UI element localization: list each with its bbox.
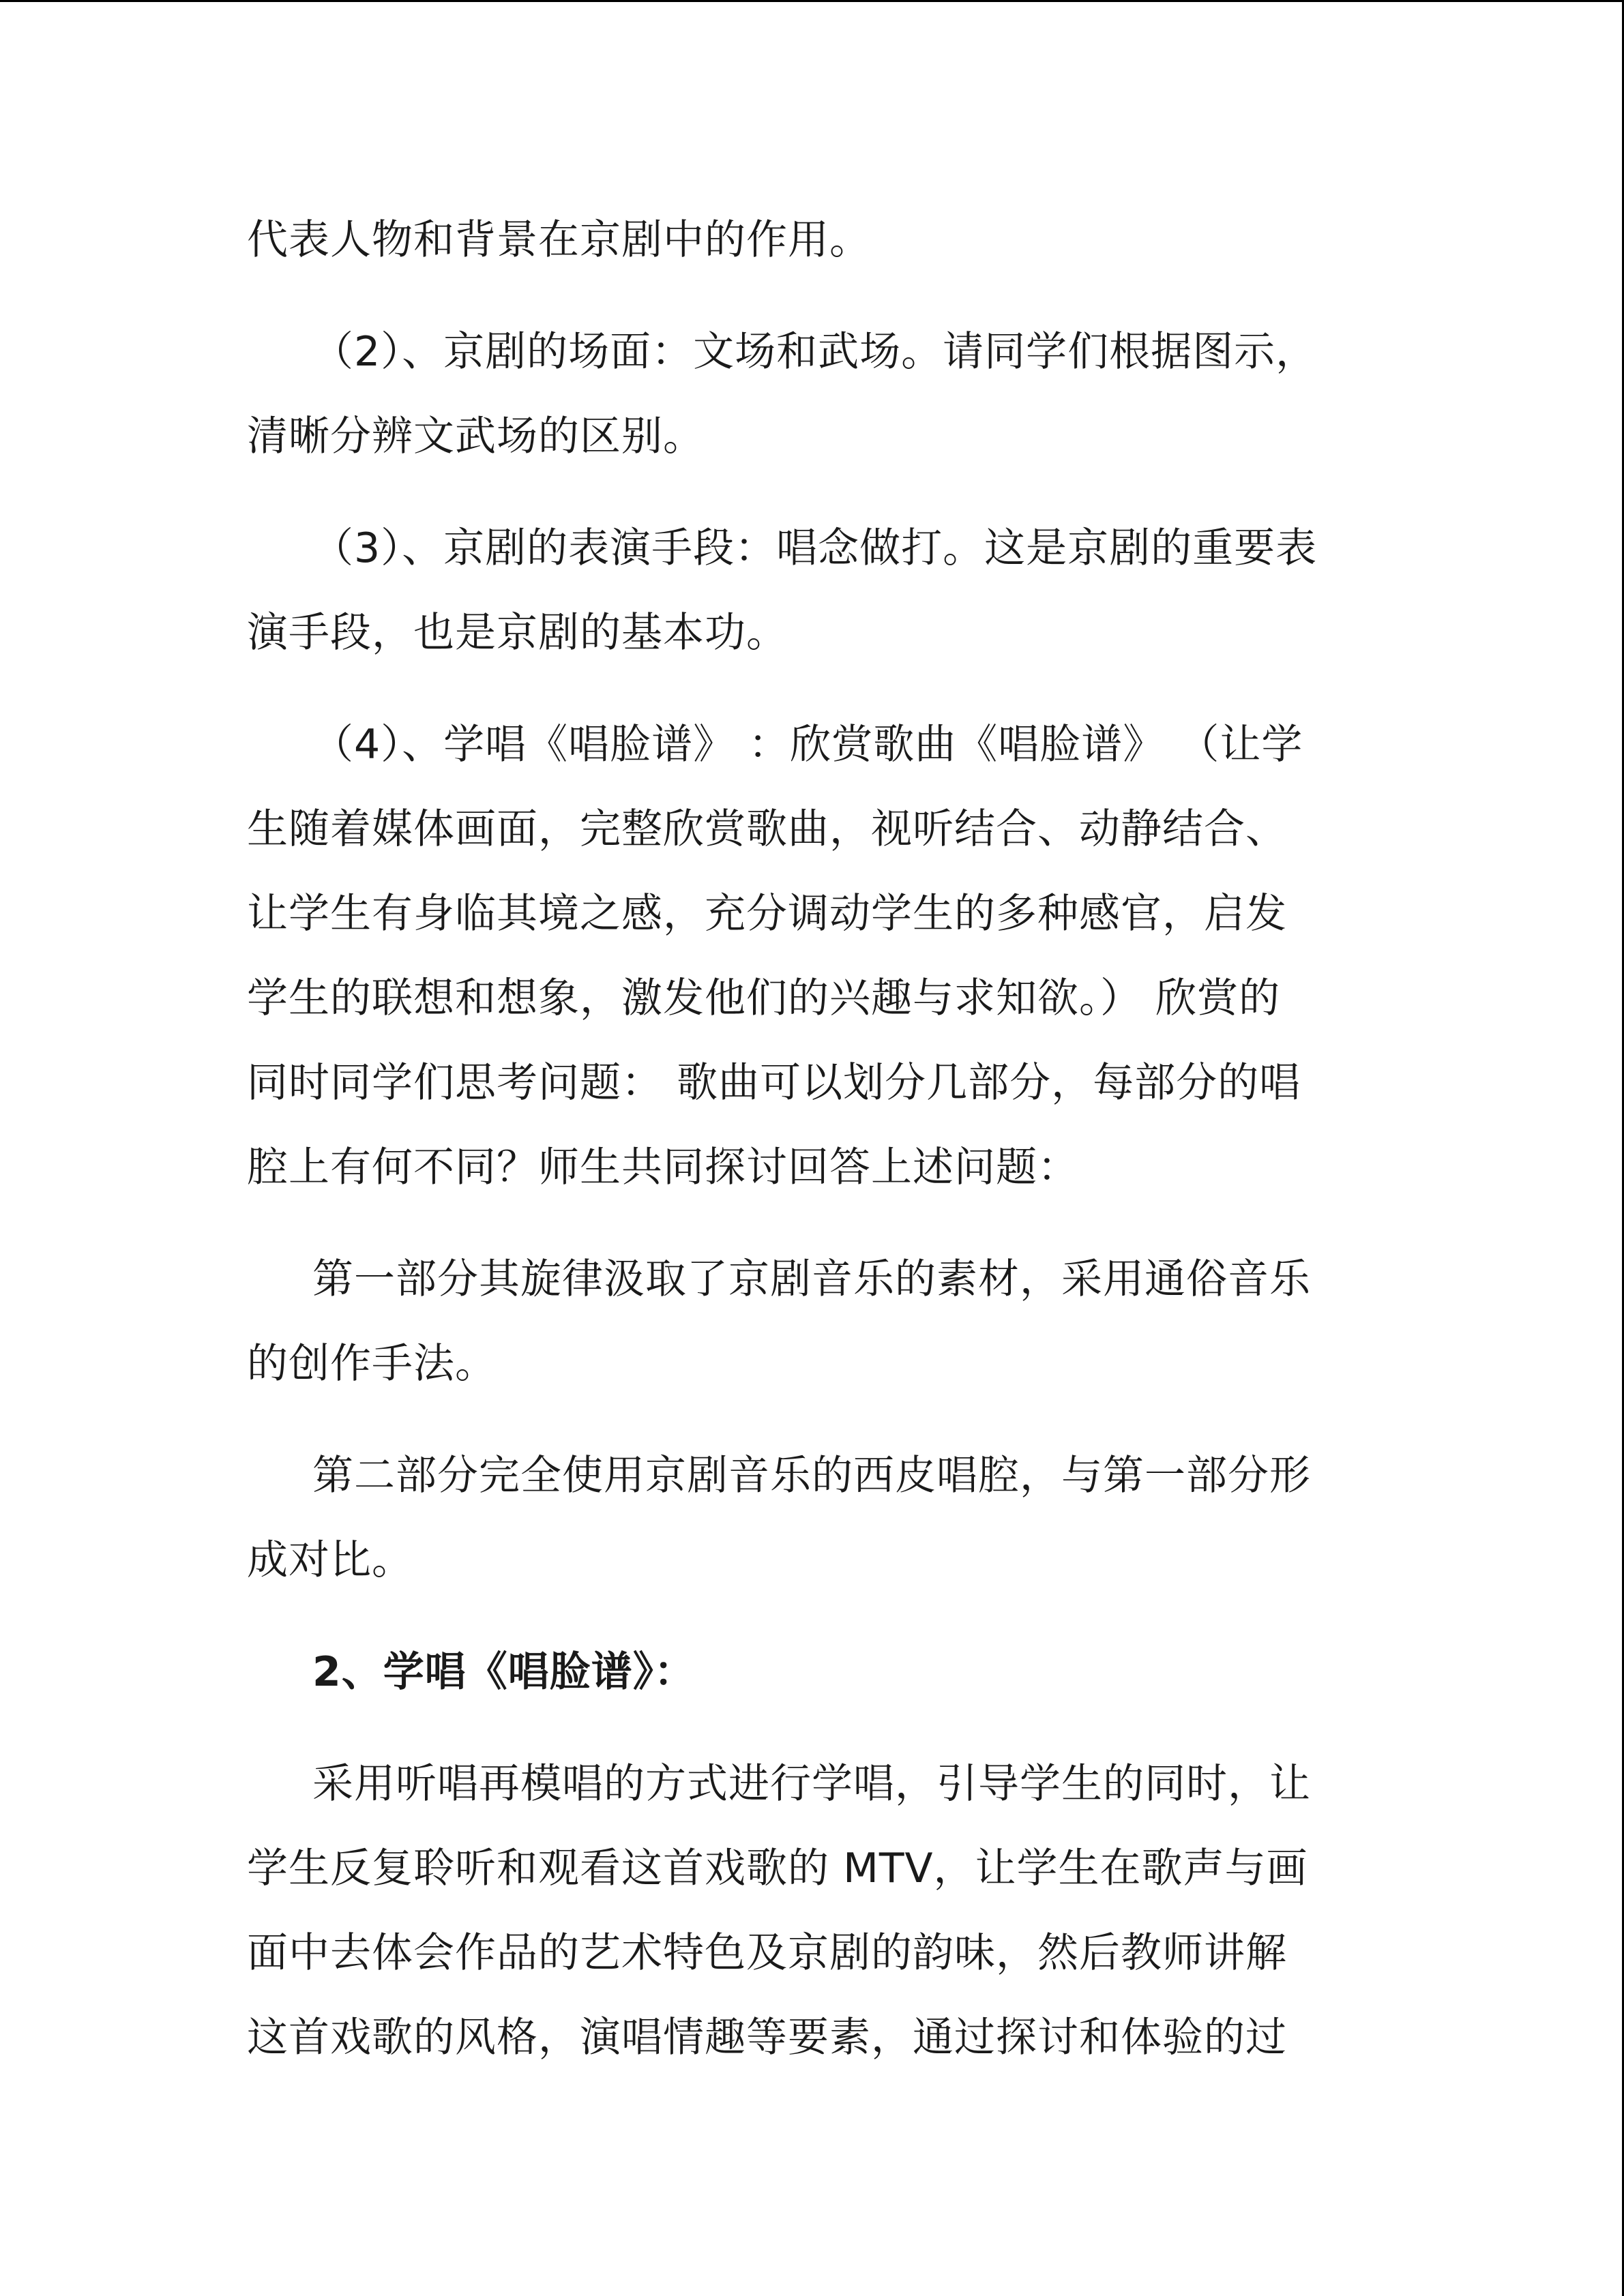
text-line: 第一部分其旋律汲取了京剧音乐的素材，采用通俗音乐 (312, 1255, 1311, 1303)
paragraph-part-two (247, 1433, 1379, 1602)
text-line: 学生的联想和想象，激发他们的兴趣与求知欲。） 欣赏的 (247, 974, 1281, 1022)
text-line: 让学生有身临其境之感，充分调动学生的多种感官，启发 (247, 890, 1287, 938)
text-line: 的创作手法。 (247, 1340, 497, 1388)
paragraph-part-one (247, 1237, 1379, 1406)
text-line: （3）、京剧的表演手段：唱念做打。这是京剧的重要表 (312, 524, 1318, 572)
paragraph-scene-section (247, 310, 1379, 479)
text-line: 腔上有何不同？师生共同探讨回答上述问题： (247, 1144, 1079, 1191)
section-heading: 2、学唱《唱脸谱》： (312, 1648, 696, 1696)
paragraph-role-of-characters (247, 198, 1379, 282)
text-line: 成对比。 (247, 1536, 413, 1584)
text-line: 采用听唱再模唱的方式进行学唱，引导学生的同时，让 (312, 1760, 1311, 1808)
text-line: 代表人物和背景在京剧中的作用。 (247, 216, 871, 264)
text-line: （2）、京剧的场面：文场和武场。请同学们根据图示， (312, 328, 1318, 376)
text-line: 第二部分完全使用京剧音乐的西皮唱腔，与第一部分形 (312, 1452, 1311, 1500)
paragraph-learn-song (247, 702, 1379, 1210)
text-line: 生随着媒体画面，完整欣赏歌曲，视听结合、动静结合、 (247, 805, 1287, 853)
document-page (247, 198, 1379, 2080)
section-heading-learn-song (247, 1630, 1379, 1714)
text-line: 学生反复聆听和观看这首戏歌的 MTV，让学生在歌声与画 (247, 1845, 1308, 1892)
text-line: 清晰分辨文武场的区别。 (247, 413, 705, 460)
paragraph-learning-method (247, 1742, 1379, 2080)
text-line: （4）、学唱《唱脸谱》 ：欣赏歌曲《唱脸谱》 （让学 (312, 721, 1303, 769)
page-top-border (0, 0, 1624, 2)
text-line: 演手段，也是京剧的基本功。 (247, 609, 788, 657)
text-line: 同时同学们思考问题： 歌曲可以划分几部分，每部分的唱 (247, 1059, 1301, 1107)
text-line: 面中去体会作品的艺术特色及京剧的韵味，然后教师讲解 (247, 1929, 1287, 1977)
text-line: 这首戏歌的风格，演唱情趣等要素，通过探讨和体验的过 (247, 2014, 1287, 2061)
paragraph-performance-means (247, 506, 1379, 675)
